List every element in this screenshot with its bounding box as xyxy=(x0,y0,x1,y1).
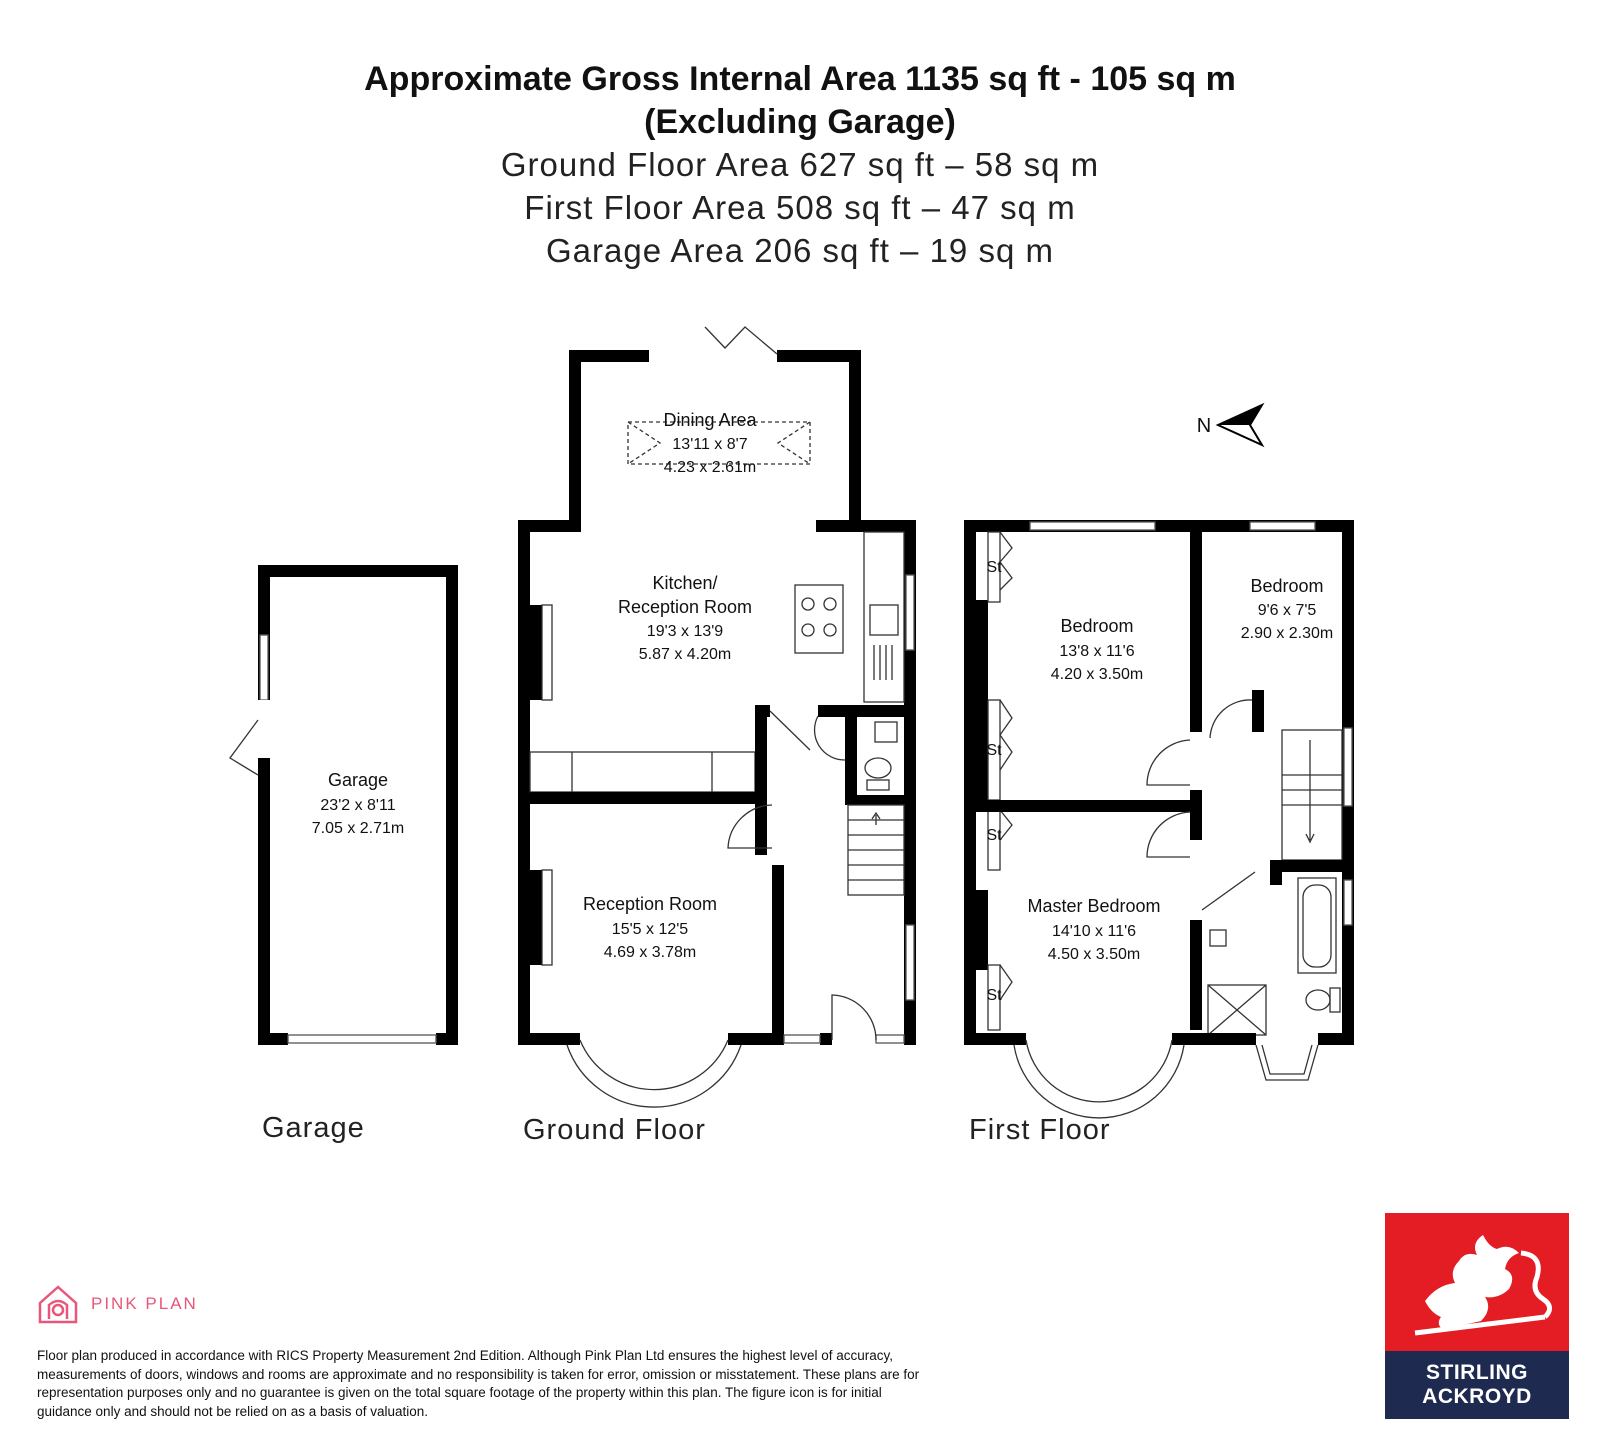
kitchen-room-imperial: 19'3 x 13'9 xyxy=(646,623,724,640)
stirling-ackroyd-logo xyxy=(1385,1213,1569,1419)
dining-room-name: Dining Area xyxy=(663,410,757,430)
garage-room-imperial: 23'2 x 8'11 xyxy=(320,797,396,814)
north-arrow-icon xyxy=(1197,405,1262,445)
garage-plan xyxy=(230,565,458,1045)
master-room-imperial: 14'10 x 11'6 xyxy=(1051,923,1137,940)
ground-floor-plan xyxy=(518,327,916,1107)
ground-floor-area: Ground Floor Area 627 sq ft – 58 sq m xyxy=(500,146,1100,183)
storage-label-4: St xyxy=(986,987,1002,1004)
griffin-icon xyxy=(1385,1213,1569,1351)
title-line-2: (Excluding Garage) xyxy=(644,103,956,141)
bedroom2-room-name: Bedroom xyxy=(1250,576,1324,596)
first-floor-plan xyxy=(964,520,1354,1118)
bedroom1-room-imperial: 13'8 x 11'6 xyxy=(1059,643,1135,660)
dining-room-metric: 4.23 x 2.61m xyxy=(663,459,757,476)
kitchen-room-name-2: Reception Room xyxy=(617,597,753,617)
pink-plan-text: PINK PLAN xyxy=(91,1294,198,1313)
bedroom2-room-imperial: 9'6 x 7'5 xyxy=(1257,602,1317,619)
storage-label-2: St xyxy=(986,742,1002,759)
compass-label: N xyxy=(1196,415,1212,437)
garage-room-metric: 7.05 x 2.71m xyxy=(311,820,405,837)
pink-plan-house-icon xyxy=(37,1283,79,1325)
master-room-metric: 4.50 x 3.50m xyxy=(1047,946,1141,963)
kitchen-room-name-1: Kitchen/ xyxy=(652,573,718,593)
storage-label-1: St xyxy=(986,559,1002,576)
title-line-1: Approximate Gross Internal Area 1135 sq ft - 105 sq m xyxy=(364,60,1236,98)
bedroom1-room-metric: 4.20 x 3.50m xyxy=(1050,666,1144,683)
garage-area: Garage Area 206 sq ft – 19 sq m xyxy=(546,232,1054,269)
pink-plan-logo xyxy=(37,1283,198,1325)
agent-name-line-1: STIRLING xyxy=(1426,1361,1528,1384)
first-floor-area: First Floor Area 508 sq ft – 47 sq m xyxy=(524,189,1076,226)
agent-name-panel xyxy=(1385,1351,1569,1419)
garage-room-name: Garage xyxy=(327,770,389,790)
griffin-emblem xyxy=(1385,1213,1569,1351)
floor-label-first: First Floor xyxy=(969,1114,1111,1146)
bedroom2-room-metric: 2.90 x 2.30m xyxy=(1240,625,1334,642)
master-room-name: Master Bedroom xyxy=(1027,896,1161,916)
floor-label-garage: Garage xyxy=(262,1112,365,1144)
storage-label-3: St xyxy=(986,827,1002,844)
reception-room-name: Reception Room xyxy=(582,894,718,914)
dining-room-imperial: 13'11 x 8'7 xyxy=(672,436,748,453)
kitchen-room-metric: 5.87 x 4.20m xyxy=(638,646,732,663)
disclaimer-text: Floor plan produced in accordance with RICS Property Measurement 2nd Edition. Although Pink Plan Ltd ensures the highest level of accuracy, measurements of doors, windows and rooms are approximate and no responsibility is taken for error, omission or misstatement. These plans are for representation purposes only and no guarantee is given on the total square footage of the property within this plan. The figure icon is for initial guidance only and should not be relied on as a basis of valuation. xyxy=(37,1348,920,1419)
bedroom1-room-name: Bedroom xyxy=(1060,616,1134,636)
reception-room-metric: 4.69 x 3.78m xyxy=(603,944,697,961)
reception-room-imperial: 15'5 x 12'5 xyxy=(611,921,689,938)
floor-label-ground: Ground Floor xyxy=(523,1114,706,1146)
agent-name-line-2: ACKROYD xyxy=(1422,1385,1532,1408)
